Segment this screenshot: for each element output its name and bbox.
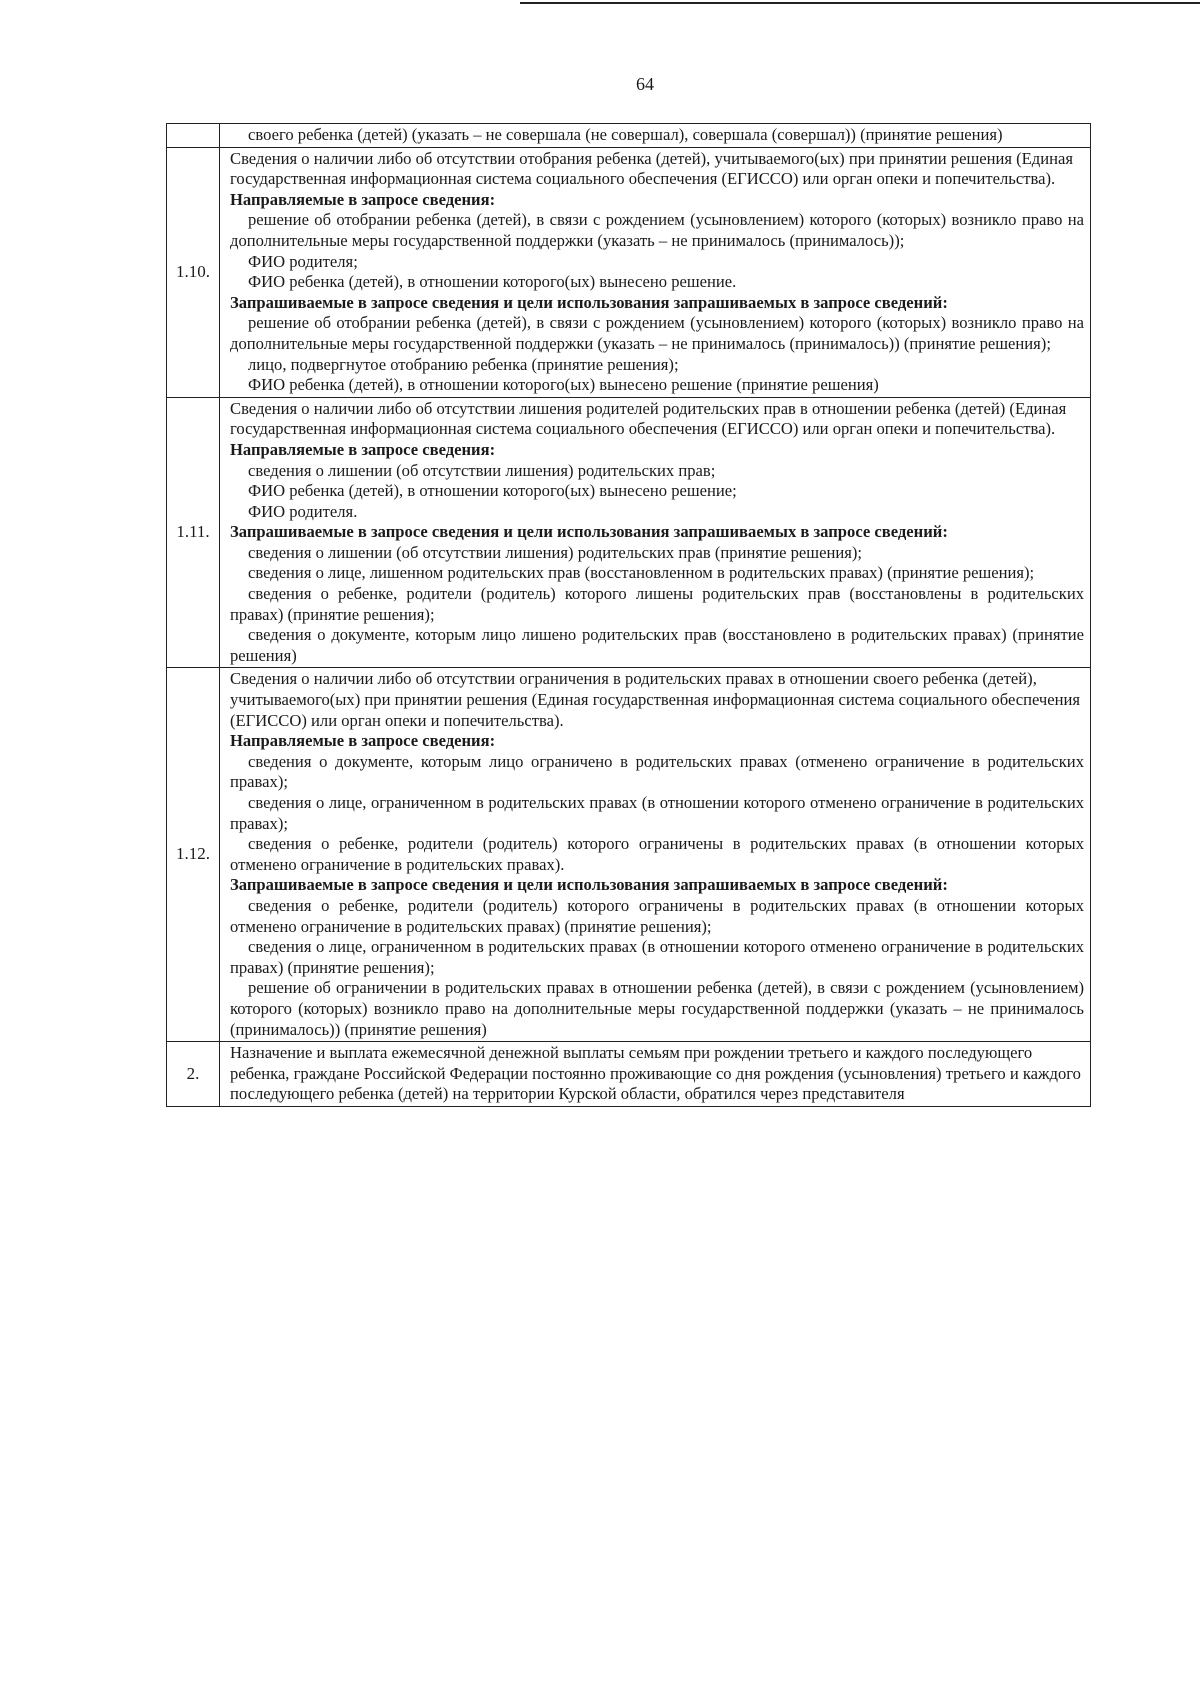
list-item: ФИО родителя. <box>248 501 358 521</box>
list-item: сведения о ребенке, родители (родитель) которого лишены родительских прав (восстановлены в родительских правах) (принятие решения); <box>230 584 1084 624</box>
list-item: ФИО ребенка (детей), в отношении которого(ых) вынесено решение. <box>248 272 737 292</box>
list-item: сведения о ребенке, родители (родитель) которого ограничены в родительских правах (в отношении которых отменено ограничение в родительских правах) (принятие решения); <box>230 895 1084 936</box>
list-item: решение об отобрании ребенка (детей), в связи с рождением (усыновлением) которого (которых) возникло право на дополнительные меры государственной поддержки (указать – не принималось (принималось)); <box>230 210 1084 250</box>
section-heading: Запрашиваемые в запросе сведения и цели использования запрашиваемых в запросе сведений: <box>230 875 948 895</box>
row-number: 1.11. <box>167 397 220 668</box>
document-table-body <box>167 124 1091 1107</box>
table-row <box>167 397 1091 668</box>
table-row <box>167 147 1091 397</box>
list-item: сведения о ребенке, родители (родитель) которого ограничены в родительских правах (в отношении которых отменено ограничение в родительских правах). <box>230 834 1084 874</box>
document-table <box>166 123 1091 1107</box>
row-number: 2. <box>167 1042 220 1107</box>
section-heading: Направляемые в запросе сведения: <box>230 439 496 459</box>
table-row <box>167 124 1091 148</box>
list-item: лицо, подвергнутое отобранию ребенка (принятие решения); <box>248 354 679 374</box>
page-number: 64 <box>636 74 654 94</box>
row-description: Сведения о наличии либо об отсутствии ограничения в родительских правах в отношении своего ребенка (детей), учитываемого(ых) при принятии решения (Единая государственная информационная система социального обеспечения (ЕГИССО) или орган опеки и попечительства). <box>230 669 1081 730</box>
list-item: решение об отобрании ребенка (детей), в связи с рождением (усыновлением) которого (которых) возникло право на дополнительные меры государственной поддержки (указать – не принималось (принималось)) (принятие решения); <box>230 313 1084 353</box>
row-content <box>220 1042 1091 1107</box>
table-row <box>167 668 1091 1042</box>
list-item: сведения о лишении (об отсутствии лишения) родительских прав; <box>248 460 716 480</box>
list-item: сведения о лице, лишенном родительских прав (восстановленном в родительских правах) (принятие решения); <box>248 563 1035 583</box>
row-content <box>220 397 1091 668</box>
list-item: ФИО ребенка (детей), в отношении которого(ых) вынесено решение; <box>248 481 737 501</box>
table-row <box>167 1042 1091 1107</box>
top-rule <box>520 2 1200 4</box>
row-number: 1.10. <box>167 147 220 397</box>
list-item: сведения о документе, которым лицо лишено родительских прав (восстановлено в родительских правах) (принятие решения) <box>230 625 1084 665</box>
list-item: ФИО родителя; <box>248 251 358 271</box>
row-number: 1.12. <box>167 668 220 1042</box>
list-item: сведения о лице, ограниченном в родительских правах (в отношении которого отменено ограничение в родительских правах); <box>230 793 1084 833</box>
row-description: Сведения о наличии либо об отсутствии отобрания ребенка (детей), учитываемого(ых) при принятии решения (Единая государственная информационная система социального обеспечения (ЕГИССО) или орган опеки и попечительства). <box>230 148 1073 189</box>
row-number <box>167 124 220 148</box>
list-item: ФИО ребенка (детей), в отношении которого(ых) вынесено решение (принятие решения) <box>248 375 879 395</box>
section-heading: Запрашиваемые в запросе сведения и цели использования запрашиваемых в запросе сведений: <box>230 292 948 312</box>
row-content <box>220 668 1091 1042</box>
section-heading: Направляемые в запросе сведения: <box>230 731 496 751</box>
list-item: решение об ограничении в родительских правах в отношении ребенка (детей), в связи с рождением (усыновлением) которого (которых) возникло право на дополнительные меры государственной поддержки (указать – не принималось (принималось)) (принятие решения) <box>230 978 1084 1039</box>
row-description: Назначение и выплата ежемесячной денежной выплаты семьям при рождении третьего и каждого последующего ребенка, граждане Российской Федерации постоянно проживающие со дня рождения (усыновления) третьего и каждого последующего ребенка (детей) на территории Курской области, обратился через представителя <box>230 1043 1081 1104</box>
row-content <box>220 124 1091 148</box>
list-item: своего ребенка (детей) (указать – не совершала (не совершал), совершала (совершал)) (принятие решения) <box>248 125 1003 144</box>
section-heading: Направляемые в запросе сведения: <box>230 189 496 209</box>
list-item: сведения о лишении (об отсутствии лишения) родительских прав (принятие решения); <box>248 542 862 562</box>
row-description: Сведения о наличии либо об отсутствии лишения родителей родительских прав в отношении ребенка (детей) (Единая государственная информационная система социального обеспечения (ЕГИССО) или орган опеки и попечительства). <box>230 398 1067 439</box>
section-heading: Запрашиваемые в запросе сведения и цели использования запрашиваемых в запросе сведений: <box>230 522 948 542</box>
list-item: сведения о лице, ограниченном в родительских правах (в отношении которого отменено ограничение в родительских правах) (принятие решения); <box>230 937 1084 977</box>
row-content <box>220 147 1091 397</box>
list-item: сведения о документе, которым лицо ограничено в родительских правах (отменено ограничение в родительских правах); <box>230 751 1084 792</box>
